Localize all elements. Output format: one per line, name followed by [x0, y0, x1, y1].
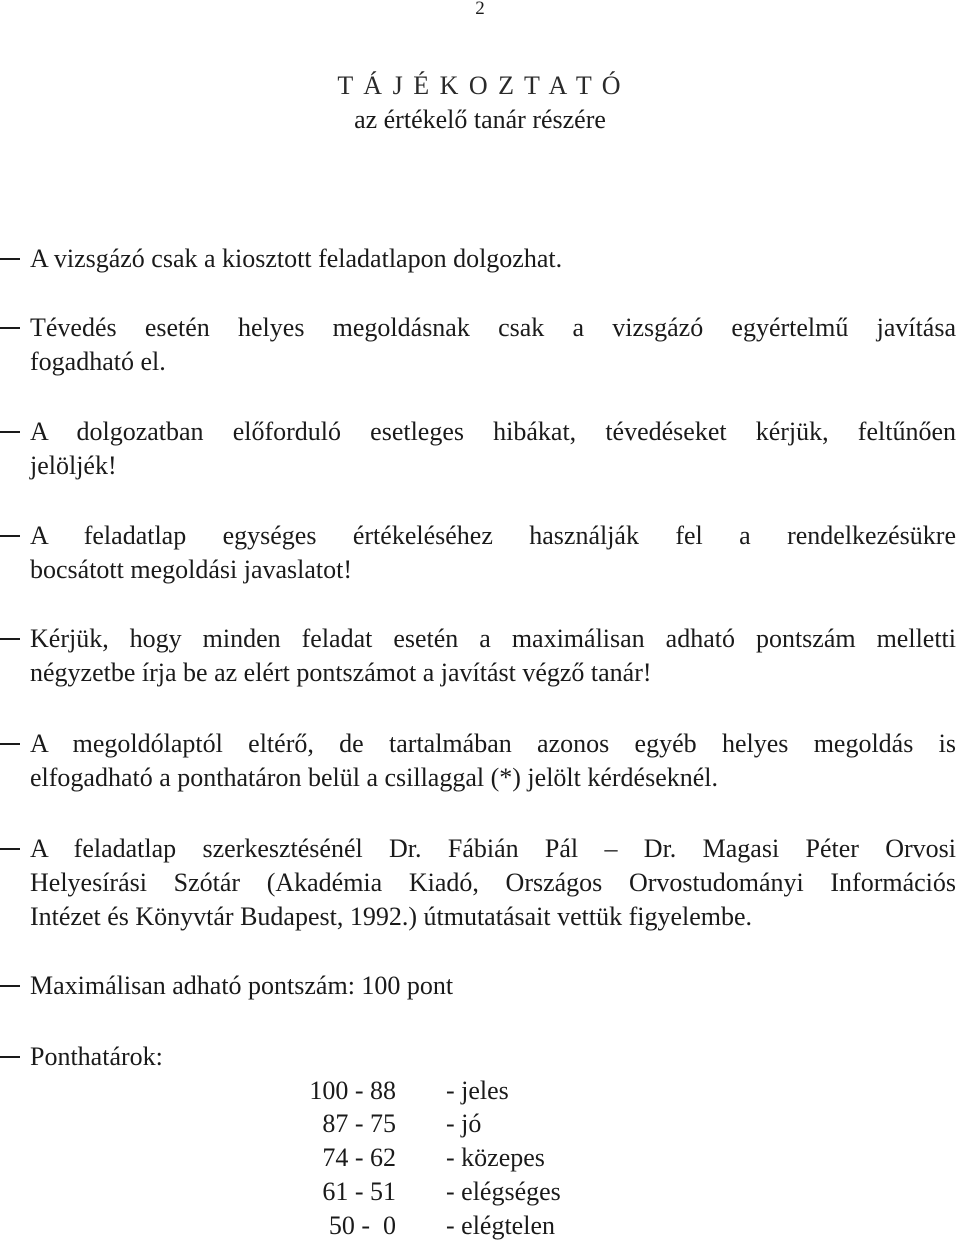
grade-row — [0, 1107, 960, 1141]
grade-label: - elégséges — [446, 1177, 561, 1206]
page-number: 2 — [475, 0, 485, 19]
dash-bullet-icon — [0, 848, 20, 850]
grade-range: 61 - 51 — [322, 1177, 396, 1206]
grade-label: - jeles — [446, 1076, 509, 1105]
list-item-line: A megoldólaptól eltérő, de tartalmában azonos egyéb helyes megoldás is — [30, 729, 956, 758]
list-item-line: Maximálisan adható pontszám: 100 pont — [30, 971, 454, 1000]
list-item-line: Ponthatárok: — [30, 1042, 163, 1071]
list-item-line: A dolgozatban előforduló esetleges hibákat, tévedéseket kérjük, feltűnően — [30, 417, 956, 446]
dash-bullet-icon — [0, 535, 20, 537]
dash-bullet-icon — [0, 985, 20, 987]
list-item-line: A feladatlap egységes értékeléséhez használják fel a rendelkezésükre — [30, 521, 956, 550]
dash-bullet-icon — [0, 258, 20, 260]
grade-label: - közepes — [446, 1143, 545, 1172]
grade-row — [0, 1074, 960, 1108]
list-item-text — [30, 519, 956, 587]
grade-row — [0, 1141, 960, 1175]
grade-label: - jó — [446, 1109, 482, 1138]
list-item-line: Kérjük, hogy minden feladat esetén a maximálisan adható pontszám melletti — [30, 624, 956, 653]
list-item-line: elfogadható a ponthatáron belül a csillaggal (*) jelölt kérdéseknél. — [30, 763, 719, 792]
grade-row — [0, 1175, 960, 1209]
grade-range: 100 - 88 — [309, 1076, 396, 1105]
grade-range: 74 - 62 — [322, 1143, 396, 1172]
dash-bullet-icon — [0, 327, 20, 329]
list-item-text — [30, 727, 956, 795]
grade-range: 50 - 0 — [328, 1211, 396, 1240]
dash-bullet-icon — [0, 431, 20, 433]
list-item-line: bocsátott megoldási javaslatot! — [30, 555, 353, 584]
list-item-text — [30, 415, 956, 483]
dash-bullet-icon — [0, 1056, 20, 1058]
list-item-line: fogadható el. — [30, 347, 166, 376]
list-item-text — [30, 1040, 956, 1074]
list-item-line: jelöljék! — [30, 451, 117, 480]
list-item-line: A feladatlap szerkesztésénél Dr. Fábián Pál – Dr. Magasi Péter Orvosi — [30, 834, 956, 863]
list-item-text — [30, 832, 956, 934]
dash-bullet-icon — [0, 743, 20, 745]
grade-row — [0, 1209, 960, 1243]
list-item-line: A vizsgázó csak a kiosztott feladatlapon dolgozhat. — [30, 244, 563, 273]
list-item-line: Intézet és Könyvtár Budapest, 1992.) útmutatásait vettük figyelembe. — [30, 902, 753, 931]
document-title: T Á J É K O Z T A T Ó — [337, 71, 623, 100]
list-item-line: Tévedés esetén helyes megoldásnak csak a vizsgázó egyértelmű javítása — [30, 313, 956, 342]
list-item-text — [30, 969, 956, 1003]
list-item-text — [30, 311, 956, 379]
list-item-text — [30, 622, 956, 690]
document-subtitle: az értékelő tanár részére — [354, 105, 606, 134]
list-item-text — [30, 242, 956, 276]
list-item-line: Helyesírási Szótár (Akadémia Kiadó, Országos Orvostudományi Információs — [30, 868, 956, 897]
grade-range: 87 - 75 — [322, 1109, 396, 1138]
dash-bullet-icon — [0, 638, 20, 640]
list-item-line: négyzetbe írja be az elért pontszámot a javítást végző tanár! — [30, 658, 652, 687]
grade-label: - elégtelen — [446, 1211, 555, 1240]
